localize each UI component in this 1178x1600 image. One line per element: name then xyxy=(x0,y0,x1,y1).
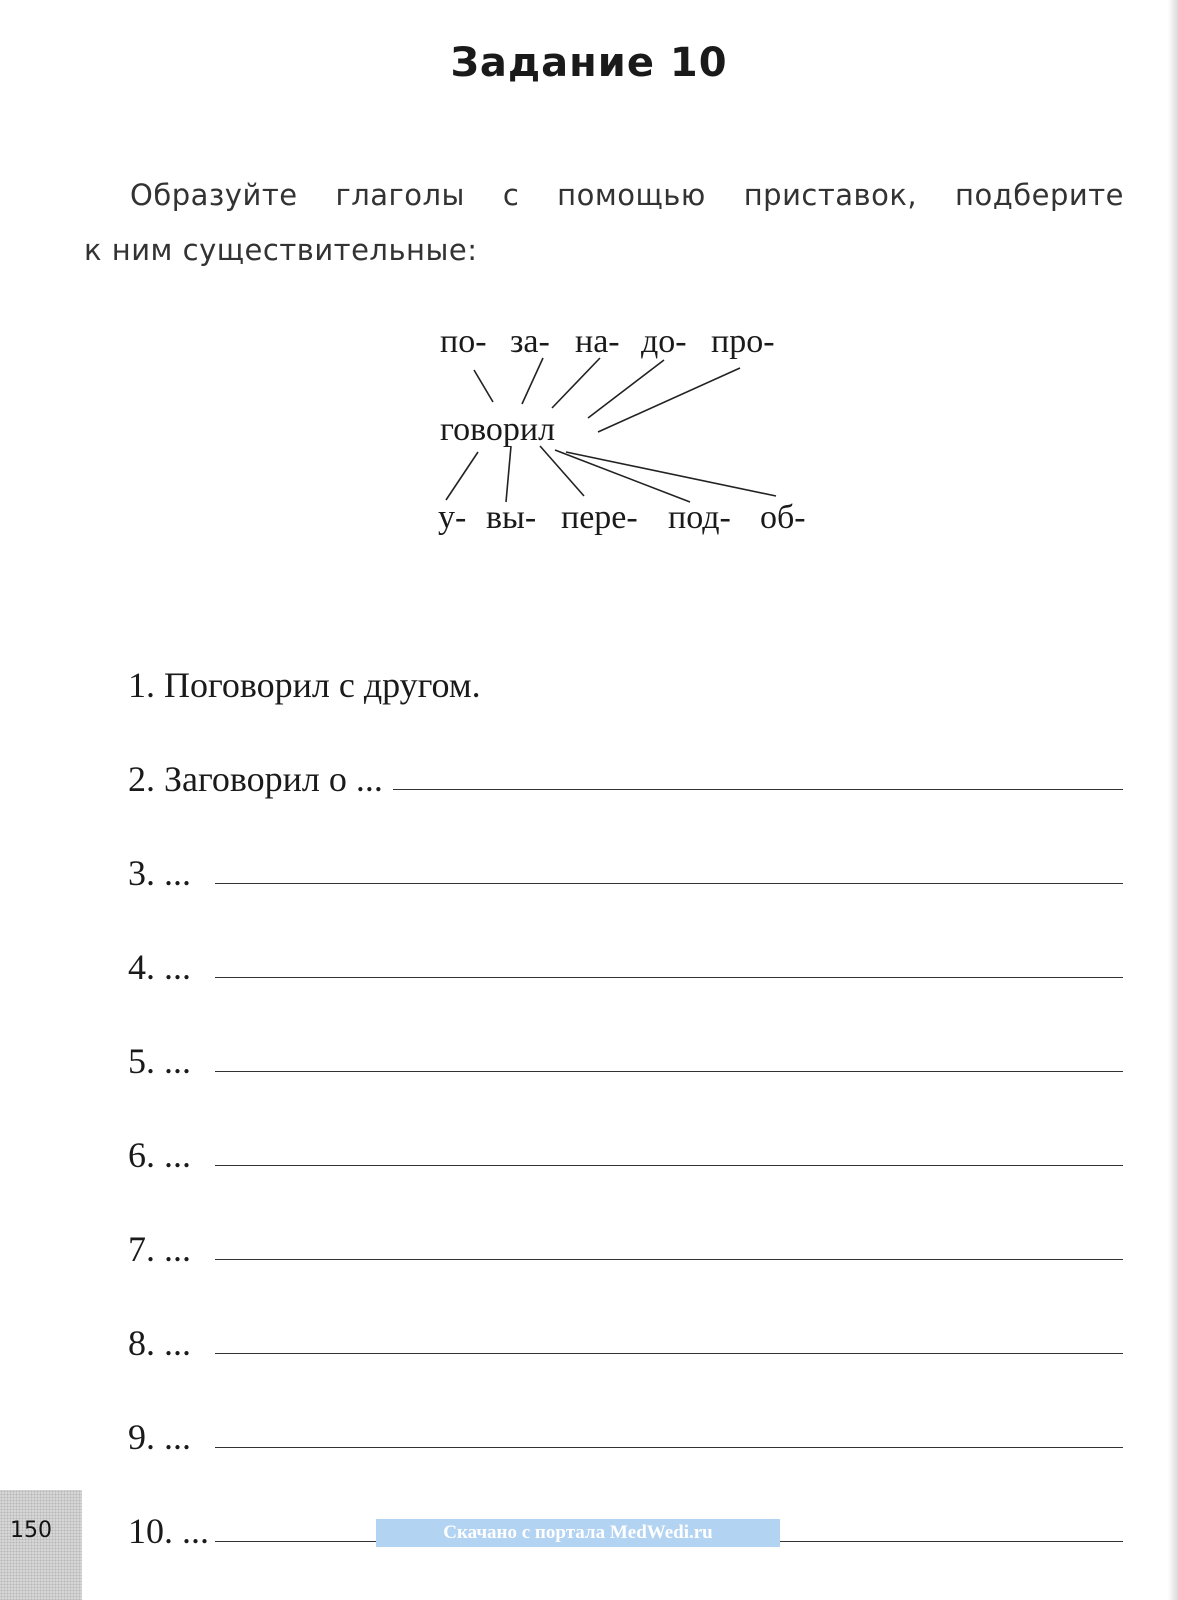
prefix-scheme xyxy=(0,0,1178,600)
connector-line xyxy=(522,358,543,404)
connector-line xyxy=(598,368,740,432)
answer-number: 5. xyxy=(128,1041,155,1081)
answer-number: 1. xyxy=(128,665,155,705)
bottom-prefix: у- xyxy=(438,499,467,536)
answer-text: ... xyxy=(155,1417,191,1457)
answer-number: 6. xyxy=(128,1135,155,1175)
root-word: говорил xyxy=(440,411,556,448)
answer-blank-line[interactable] xyxy=(215,1353,1123,1354)
answer-item xyxy=(128,894,1123,988)
task-title: Задание 10 xyxy=(450,40,728,86)
watermark-banner: Скачано с портала MedWedi.ru xyxy=(376,1519,780,1547)
answer-number: 2. xyxy=(128,759,155,799)
top-prefix: про- xyxy=(711,323,775,360)
answer-item xyxy=(128,1082,1123,1176)
answer-blank-line[interactable] xyxy=(215,1259,1123,1260)
answer-text: ... xyxy=(155,1041,191,1081)
connector-line xyxy=(446,452,478,500)
connector-line xyxy=(474,370,493,402)
connector-line xyxy=(588,360,664,418)
top-prefix: на- xyxy=(575,323,620,360)
answer-text: ... xyxy=(155,1323,191,1363)
bottom-prefix: об- xyxy=(760,499,806,536)
answer-text: ... xyxy=(173,1511,209,1551)
connector-line xyxy=(555,450,690,502)
bottom-prefix: пере- xyxy=(561,499,638,536)
page-number-box xyxy=(0,1490,82,1600)
answer-text: ... xyxy=(155,1229,191,1269)
instruction-line-2: к ним существительные: xyxy=(84,233,478,267)
connector-line xyxy=(506,446,511,502)
answer-number: 3. xyxy=(128,853,155,893)
instruction-line-1: Образуйте глаголы с помощью приставок, подберите xyxy=(130,178,1124,212)
top-prefix: за- xyxy=(510,323,550,360)
answer-blank-line[interactable] xyxy=(215,1165,1123,1166)
answer-number: 8. xyxy=(128,1323,155,1363)
connector-line xyxy=(566,452,776,496)
answer-text: Заговорил о ... xyxy=(155,759,383,799)
answer-blank-line[interactable] xyxy=(215,977,1123,978)
bottom-prefix: вы- xyxy=(486,499,537,536)
answer-item xyxy=(128,1176,1123,1270)
answer-blank-line[interactable] xyxy=(215,1071,1123,1072)
bottom-prefix: под- xyxy=(668,499,731,536)
answer-text: Поговорил с другом. xyxy=(155,665,481,705)
answer-text: ... xyxy=(155,853,191,893)
top-prefix: до- xyxy=(641,323,687,360)
answer-item xyxy=(128,800,1123,894)
connector-line xyxy=(552,358,600,408)
answer-number: 7. xyxy=(128,1229,155,1269)
answer-list xyxy=(128,612,1123,1552)
answer-item xyxy=(128,1364,1123,1458)
answer-number: 9. xyxy=(128,1417,155,1457)
page-number: 150 xyxy=(10,1518,52,1543)
answer-item xyxy=(128,706,1123,800)
answer-text: ... xyxy=(155,1135,191,1175)
answer-blank-line[interactable] xyxy=(215,883,1123,884)
answer-blank-line[interactable] xyxy=(393,789,1123,790)
answer-item xyxy=(128,1270,1123,1364)
answer-number: 4. xyxy=(128,947,155,987)
answer-text: ... xyxy=(155,947,191,987)
answer-item xyxy=(128,612,1123,706)
answer-blank-line[interactable] xyxy=(215,1447,1123,1448)
answer-number: 10. xyxy=(128,1511,173,1551)
top-prefix: по- xyxy=(440,323,487,360)
answer-item xyxy=(128,988,1123,1082)
